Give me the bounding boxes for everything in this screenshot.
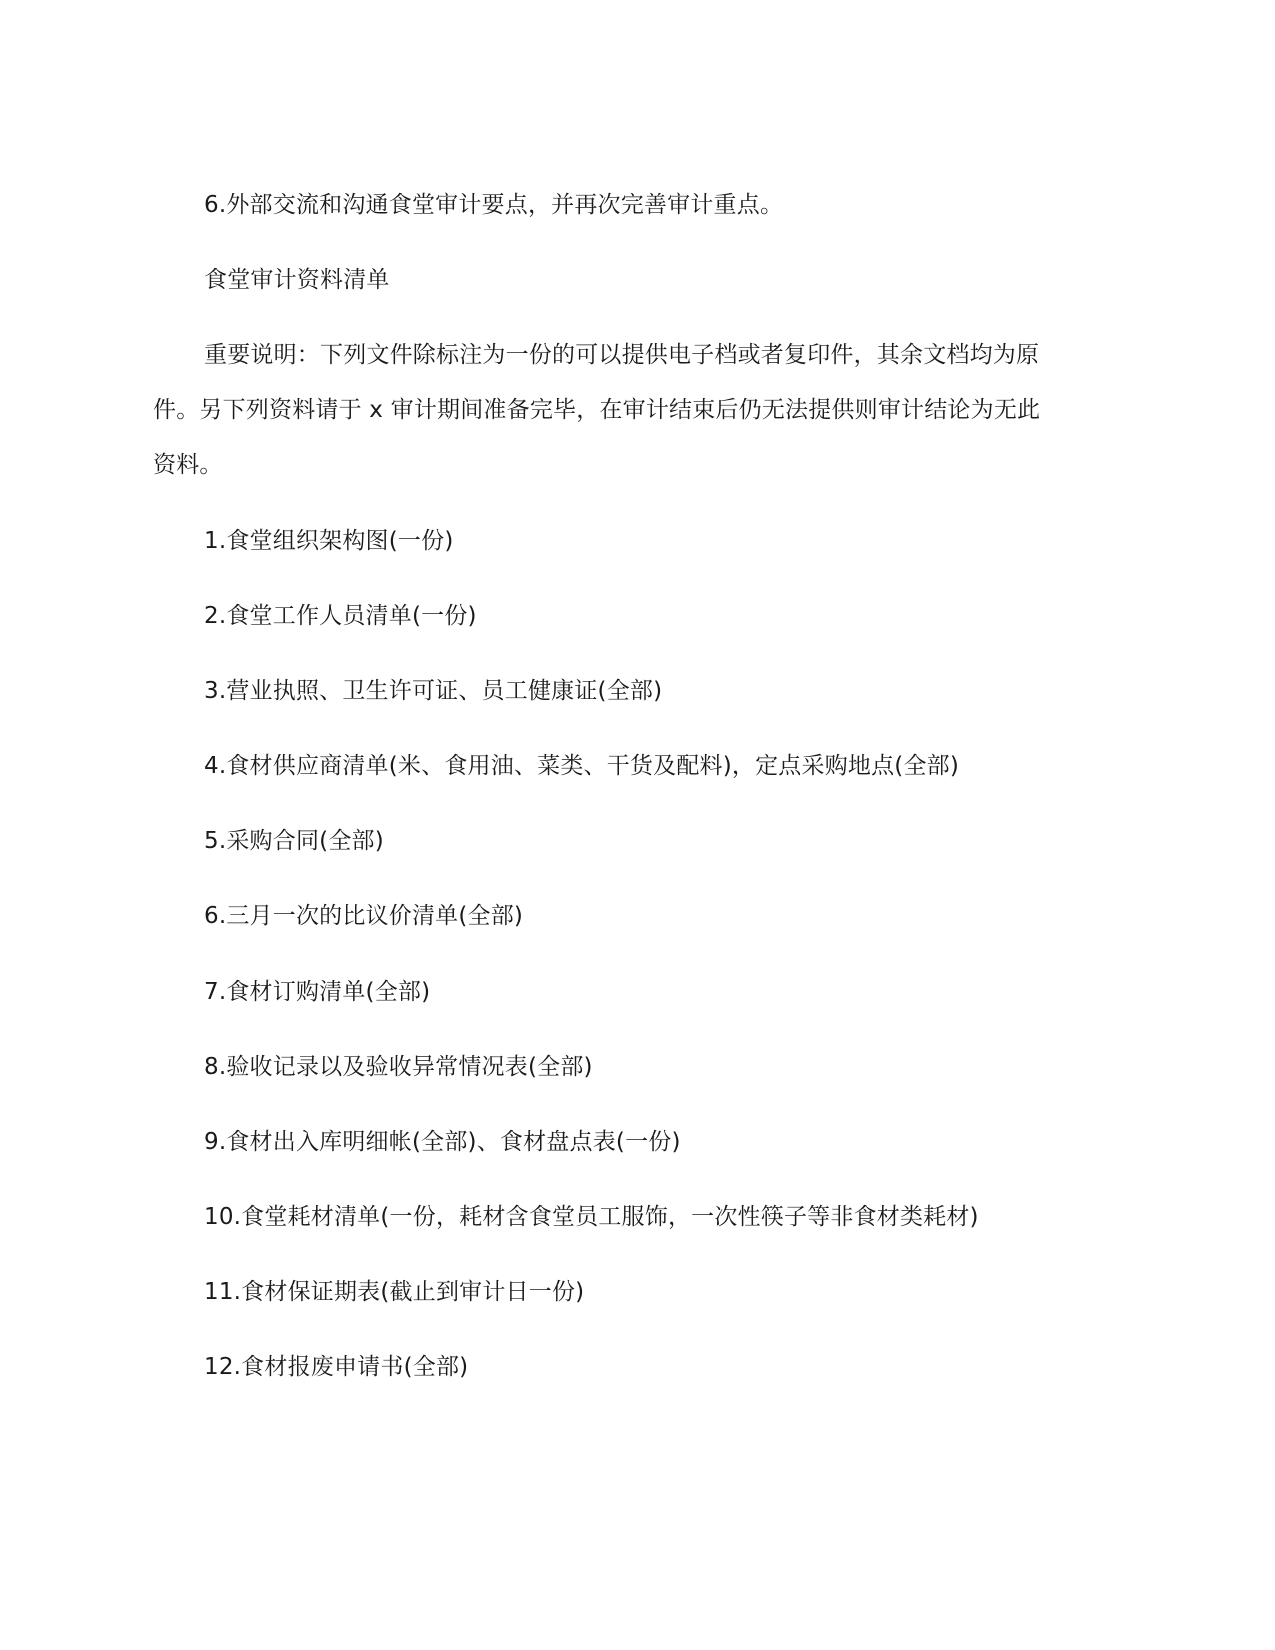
checklist-item: 10.食堂耗材清单(一份，耗材含食堂员工服饰，一次性筷子等非食材类耗材) <box>204 1204 979 1230</box>
checklist-item: 6.三月一次的比议价清单(全部) <box>204 903 524 929</box>
note-line-3: 资料。 <box>153 452 223 478</box>
checklist-item: 7.食材订购清单(全部) <box>204 979 431 1005</box>
checklist-item: 1.食堂组织架构图(一份) <box>204 528 454 554</box>
checklist-item: 11.食材保证期表(截止到审计日一份) <box>204 1279 585 1305</box>
section-title: 食堂审计资料清单 <box>204 267 390 293</box>
checklist-item: 5.采购合同(全部) <box>204 828 384 854</box>
note-line-1: 重要说明：下列文件除标注为一份的可以提供电子档或者复印件，其余文档均为原 <box>204 342 1040 368</box>
checklist-item: 9.食材出入库明细帐(全部)、食材盘点表(一份) <box>204 1129 681 1155</box>
checklist-item: 4.食材供应商清单(米、食用油、菜类、干货及配料)，定点采购地点(全部) <box>204 753 960 779</box>
checklist-item: 12.食材报废申请书(全部) <box>204 1354 469 1380</box>
checklist-item: 3.营业执照、卫生许可证、员工健康证(全部) <box>204 678 663 704</box>
checklist-item: 2.食堂工作人员清单(一份) <box>204 603 477 629</box>
checklist-item: 8.验收记录以及验收异常情况表(全部) <box>204 1054 593 1080</box>
note-line-2: 件。另下列资料请于 x 审计期间准备完毕，在审计结束后仍无法提供则审计结论为无此 <box>153 397 1041 423</box>
intro-item: 6.外部交流和沟通食堂审计要点，并再次完善审计重点。 <box>204 192 784 218</box>
